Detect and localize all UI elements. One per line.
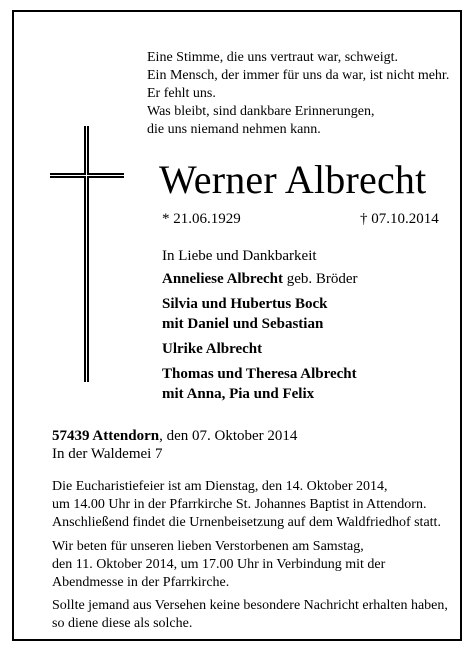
poem-line: Eine Stimme, die uns vertraut war, schweigt. [147, 50, 398, 65]
family-group [162, 294, 472, 334]
widow-name: Anneliese Albrecht [162, 271, 283, 287]
widow-maiden-name: geb. Bröder [286, 271, 358, 287]
service-paragraph [52, 478, 472, 532]
town: 57439 Attendorn [52, 428, 160, 444]
family-line: mit Anna, Pia und Felix [162, 386, 315, 402]
poem-line: Was bleibt, sind dankbare Erinnerungen, [147, 104, 375, 119]
prayer-paragraph [52, 538, 472, 592]
deceased-name: Werner Albrecht [159, 157, 427, 202]
notice-date: , den 07. Oktober 2014 [159, 428, 298, 444]
service-line: Die Eucharistiefeier ist am Dienstag, den 14. Oktober 2014, [52, 479, 388, 494]
poem-line: die uns niemand nehmen kann. [147, 122, 321, 137]
prayer-line: den 11. Oktober 2014, um 17.00 Uhr in Verbindung mit der [52, 557, 386, 572]
prayer-line: Wir beten für unseren lieben Verstorbenen am Samstag, [52, 539, 364, 554]
poem-line: Er fehlt uns. [147, 86, 216, 101]
family-line: Ulrike Albrecht [162, 341, 263, 357]
closing-line: Sollte jemand aus Versehen keine besondere Nachricht erhalten haben, [52, 598, 448, 613]
service-line: um 14.00 Uhr in der Pfarrkirche St. Johannes Baptist in Attendorn. [52, 497, 427, 512]
family-line: Silvia und Hubertus Bock [162, 296, 328, 312]
family-group [162, 364, 472, 404]
family-line: Thomas und Theresa Albrecht [162, 366, 357, 382]
family-list [162, 246, 472, 409]
closing-paragraph [52, 597, 472, 633]
birth-date: * 21.06.1929 [162, 211, 241, 227]
family-group [162, 339, 472, 359]
closing-line: so diene diese als solche. [52, 616, 193, 631]
obituary-notice [12, 10, 462, 641]
memorial-poem [147, 49, 467, 139]
death-date: † 07.10.2014 [360, 211, 439, 227]
service-line: Anschließend findet die Urnenbeisetzung auf dem Waldfriedhof statt. [52, 515, 441, 530]
poem-line: Ein Mensch, der immer für uns da war, ist nicht mehr. [147, 68, 450, 83]
family-intro: In Liebe und Dankbarkeit [162, 248, 317, 264]
family-group [162, 269, 472, 289]
address-block [52, 427, 297, 463]
prayer-line: Abendmesse in der Pfarrkirche. [52, 575, 230, 590]
family-line: mit Daniel und Sebastian [162, 316, 324, 332]
street: In der Waldemei 7 [52, 446, 163, 462]
